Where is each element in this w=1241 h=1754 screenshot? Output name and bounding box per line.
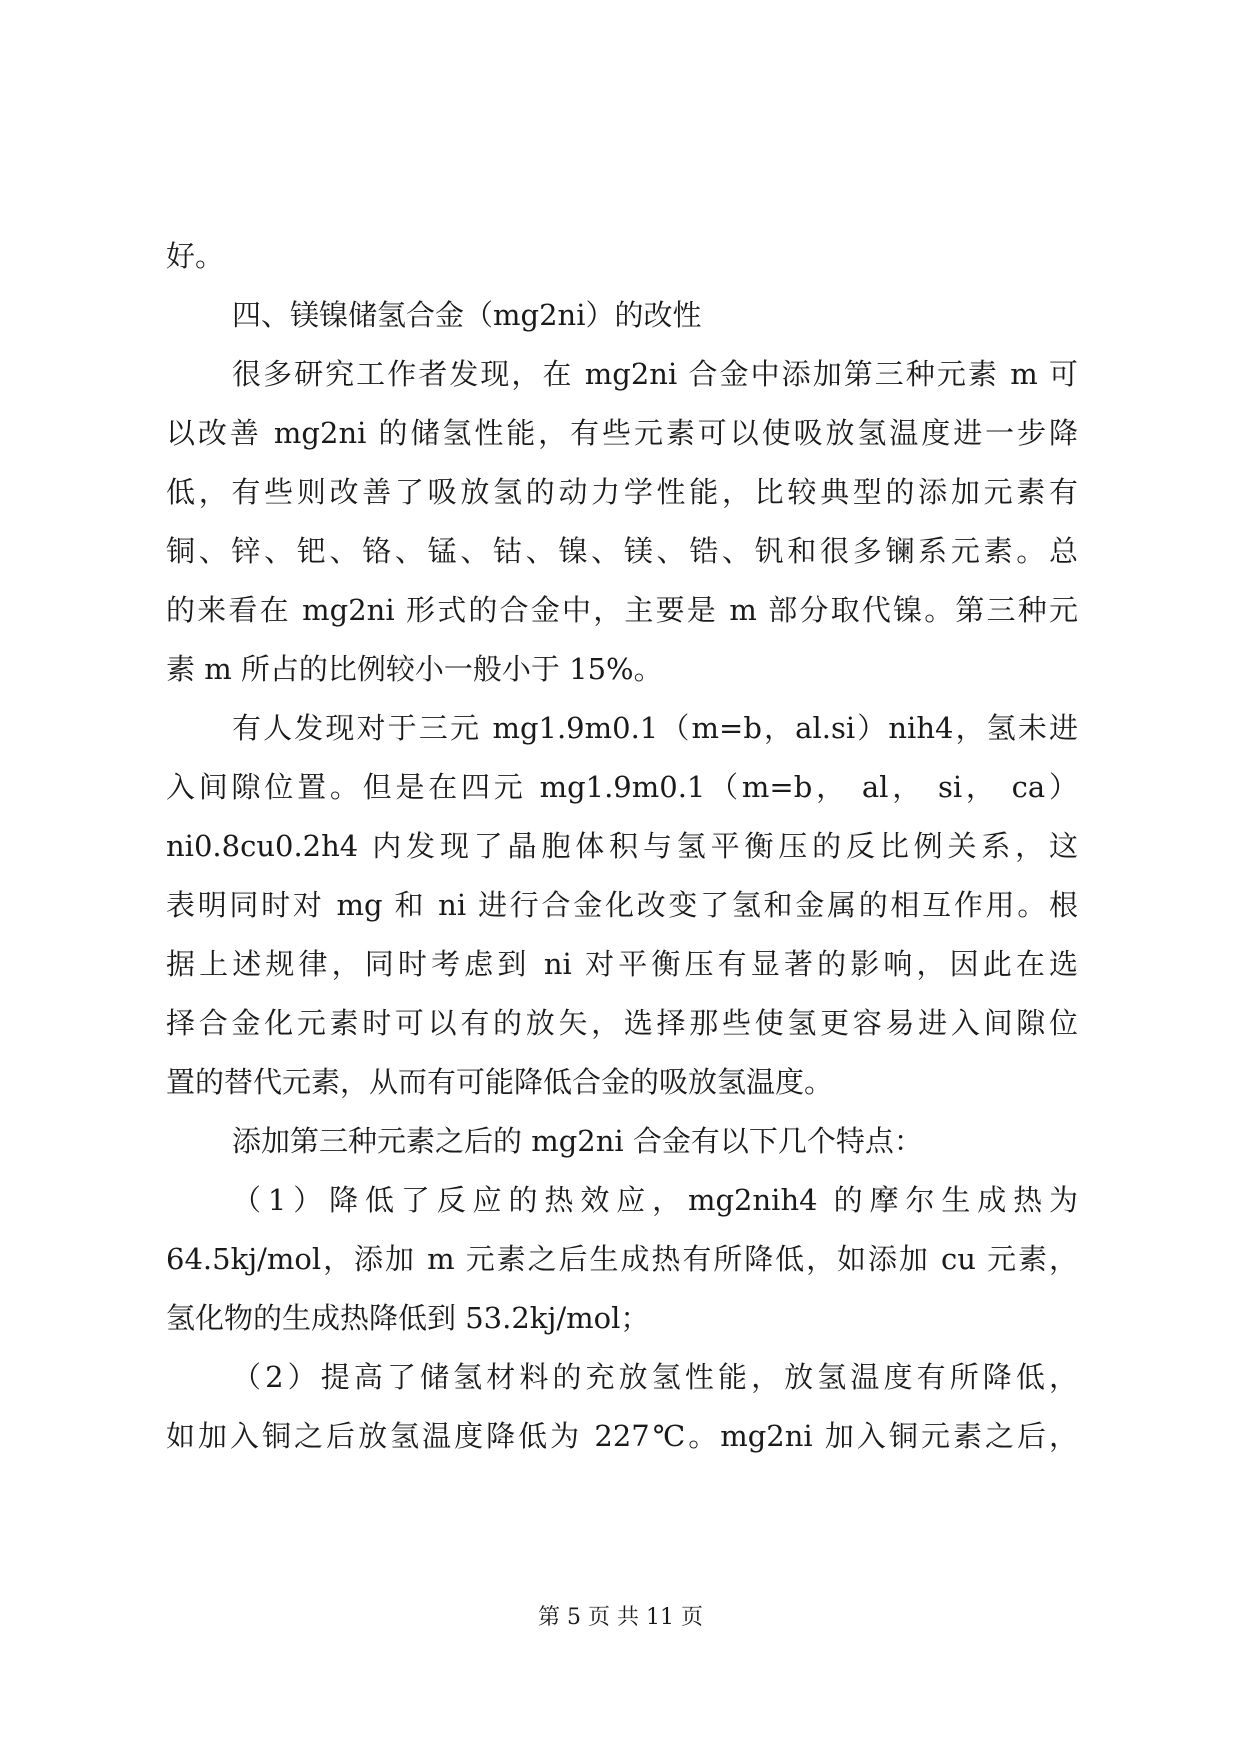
text-line: 入间隙位置。但是在四元 mg1.9m0.1（m=b， al， si， ca） <box>166 770 1078 804</box>
text-line: 素 m 所占的比例较小一般小于 15%。 <box>166 652 663 686</box>
text-line: 好。 <box>166 239 225 273</box>
text-line: 铜、锌、钯、铬、锰、钴、镍、镁、锆、钒和很多镧系元素。总 <box>166 534 1078 568</box>
text-line: 氢化物的生成热降低到 53.2kj/mol； <box>166 1301 650 1335</box>
text-line: 的来看在 mg2ni 形式的合金中，主要是 m 部分取代镍。第三种元 <box>166 593 1078 627</box>
text-line: ni0.8cu0.2h4 内发现了晶胞体积与氢平衡压的反比例关系，这 <box>166 829 1078 863</box>
text-line: （2）提高了储氢材料的充放氢性能，放氢温度有所降低， <box>232 1360 1078 1394</box>
section-heading: 四、镁镍储氢合金（mg2ni）的改性 <box>232 298 702 332</box>
text-line: 有人发现对于三元 mg1.9m0.1（m=b，al.si）nih4，氢未进 <box>232 711 1078 745</box>
page-footer: 第 5 页 共 11 页 <box>538 1605 703 1630</box>
text-line: 表明同时对 mg 和 ni 进行合金化改变了氢和金属的相互作用。根 <box>166 888 1078 922</box>
text-line: 很多研究工作者发现，在 mg2ni 合金中添加第三种元素 m 可 <box>232 357 1078 391</box>
text-line: 择合金化元素时可以有的放矢，选择那些使氢更容易进入间隙位 <box>166 1006 1078 1040</box>
text-line: 如加入铜之后放氢温度降低为 227℃。mg2ni 加入铜元素之后， <box>166 1419 1078 1453</box>
text-line: 置的替代元素，从而有可能降低合金的吸放氢温度。 <box>166 1065 834 1099</box>
text-line: 以改善 mg2ni 的储氢性能，有些元素可以使吸放氢温度进一步降 <box>166 416 1078 450</box>
text-line: 低，有些则改善了吸放氢的动力学性能，比较典型的添加元素有 <box>166 475 1078 509</box>
text-line: （1）降低了反应的热效应，mg2nih4 的摩尔生成热为 <box>232 1183 1078 1217</box>
text-line: 添加第三种元素之后的 mg2ni 合金有以下几个特点： <box>232 1124 923 1158</box>
text-line: 64.5kj/mol，添加 m 元素之后生成热有所降低，如添加 cu 元素， <box>166 1242 1078 1276</box>
text-line: 据上述规律，同时考虑到 ni 对平衡压有显著的影响，因此在选 <box>166 947 1078 981</box>
